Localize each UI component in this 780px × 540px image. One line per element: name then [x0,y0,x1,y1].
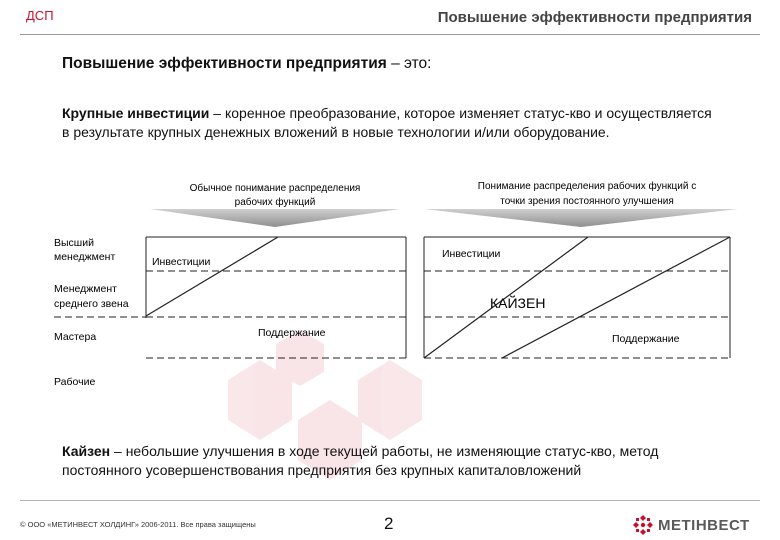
footer-divider [20,500,760,501]
row-label-top-management-1: Высший [54,237,94,249]
kaizen-definition [62,442,742,480]
row-label-middle-management-2: среднего звена [54,298,129,310]
copyright-text: © ООО «МЕТИНВЕСТ ХОЛДИНГ» 2006-2011. Все права защищены [20,520,256,529]
header-title: Повышение эффективности предприятия [437,9,752,26]
investment-term: Крупные инвестиции [62,105,210,121]
right-caption-line-2: точки зрения постоянного улучшения [500,196,674,207]
kaizen-term: Кайзен [62,443,111,459]
main-heading-bold: Повышение эффективности предприятия [62,55,387,72]
row-label-masters: Мастера [54,331,97,343]
main-heading-rest: – это: [386,55,432,72]
metinvest-logo-icon [632,514,654,536]
left-down-arrow [150,209,400,227]
right-maintenance-label: Поддержание [612,333,680,345]
investment-text: – коренное преобразование, которое изменяет статус-кво и осуществляется в результате крупных денежных вложений в новые технологии и/или оборудование. [62,105,712,140]
row-label-workers: Рабочие [54,376,96,388]
logo-wordmark: МЕТІНВЕСТ [658,516,750,534]
row-label-top-management-2: менеджмент [54,251,116,263]
row-label-middle-management-1: Менеджмент [54,283,117,295]
right-caption-line-1: Понимание распределения рабочих функций с [477,181,697,192]
classification-label: ДСП [26,8,54,23]
right-investments-label: Инвестиции [442,248,501,260]
left-maintenance-label: Поддержание [258,327,326,339]
right-down-arrow [424,209,738,227]
left-caption-line-2: рабочих функций [234,197,316,208]
left-caption-line-1: Обычное понимание распределения [189,183,361,194]
kaizen-text: – небольшие улучшения в ходе текущей работы, не изменяющие статус-кво, метод постоянного усовершенствования предприятия без крупных капиталовложений [62,443,659,478]
company-logo [632,514,750,536]
page-number: 2 [384,514,394,533]
right-kaizen-label: КАЙЗЕН [490,295,546,311]
left-investments-label: Инвестиции [152,256,211,268]
